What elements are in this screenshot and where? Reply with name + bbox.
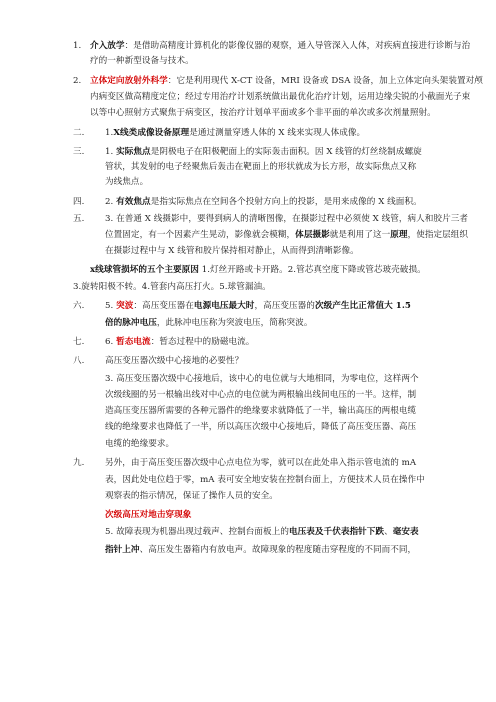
paragraph-line: 2. 有效焦点是指实际焦点在空间各个投射方向上的投影，是用来成像的 X 线面积。 [105,197,422,207]
section-number: 七. [73,337,85,347]
paragraph-line: 观察表的指示情况，保证了操作人员的安全。 [105,491,278,501]
paragraph-line: 内病变区做高精度定位；经过专用治疗计划系统做出最优化治疗计划，运用边缘尖锐的小截面光子束 [90,92,471,102]
term: 原理 [390,230,408,240]
section-number: 五. [73,214,85,224]
section-number: 九. [73,458,85,468]
term-red: 暂态电流 [116,337,151,347]
paragraph-line: 以等中心照射方式聚焦于病变区，按治疗计划单平面或多个非平面的单次或多次剂量照射。 [90,108,436,118]
section-number: 六. [73,301,85,311]
paragraph-line: 电缆的绝缘要求。 [105,439,175,449]
paragraph-line: 在摄影过程中与 X 线管和胶片保持相对静止，从而得到清晰影像。 [105,246,359,256]
paragraph-line: 1. 实际焦点是阴极电子在阳极靶面上的实际轰击面积。因 X 线管的灯丝绕制成螺旋 [105,147,422,157]
paragraph-line: 5. 故障表现为机器出现过载声、控制台面板上的电压表及千伏表指针下跌、毫安表 [105,527,419,537]
paragraph-line: 6. 暂态电流：暂态过程中的励磁电流。 [105,337,255,347]
paragraph-line: 另外，由于高压变压器次级中心点电位为零，就可以在此处串入指示管电流的 mA [105,458,417,468]
paragraph-line: 3. 高压变压器次级中心接地后，该中心的电位就与大地相同，为零电位，这样两个 [105,374,419,384]
section-number: 八. [73,356,85,366]
term: x线球管损坏的五个主要原因 [90,265,199,275]
paragraph-line: 疗的一种新型设备与技术。 [90,56,194,66]
term: 有效焦点 [116,197,151,207]
section-number: 三. [73,147,85,157]
paragraph-line: 3.旋转阳极不转。4.管套内高压打火。5.球管漏油。 [73,282,271,292]
item-number: 1. [73,41,82,51]
paragraph-line: 3. 在普通 X 线摄影中，要得到病人的清晰图像，在摄影过程中必须使 X 线管，病人和胶片三者 [105,214,469,224]
term: 介入放学 [90,41,125,51]
term: X线类成像设备原理 [113,128,190,138]
term: 实际焦点 [116,147,151,157]
paragraph-line: 管状，其发射的电子经聚焦后轰击在靶面上的形状就成为长方形，故实际焦点又称 [105,162,417,172]
section-number: 二. [73,128,85,138]
item-number: 2. [73,76,82,86]
paragraph-line: 介入放学：是借助高精度计算机化的影像仪器的观察，通入导管深入人体，对疾病直接进行诊断与治 [90,41,471,51]
paragraph-line: 指针上冲、高压发生器箱内有放电声。故障现象的程度随击穿程度的不同而不同， [105,545,417,555]
paragraph-line: 位置固定，有一个因素产生晃动，影像就会模糊，体层摄影就是利用了这一原理，使指定层组织 [105,230,469,240]
paragraph-line: 为线焦点。 [105,177,149,187]
paragraph-line: 线的绝缘要求也降低了一半，所以高压次级中心接地后，降低了高压变压器、高压 [105,422,417,432]
paragraph-line: 立体定向放射外科学：它是利用现代 X-CT 设备，MRI 设备或 DSA 设备，加上立体定向头架装置对颅 [90,76,483,86]
paragraph-line: 1.X线类成像设备原理是通过测量穿透人体的 X 线来实现人体成像。 [105,128,366,138]
paragraph-line: 次级线圈的另一根输出线对中心点的电位就为两根输出线间电压的一半。这样，制 [105,390,417,400]
paragraph-line: 高压变压器次级中心接地的必要性？ [105,356,244,366]
paragraph-line: 5. 突波：高压变压器在电源电压最大时，高压变压器的次级产生比正常值大 1.5 [105,301,411,311]
red-heading: 次级高压对地击穿现象 [105,510,192,520]
section-number: 四. [73,197,85,207]
term-red: 立体定向放射外科学 [90,76,168,86]
paragraph-line: x线球管损坏的五个主要原因 1.灯丝开路或卡开路。2.管芯真空度下降或管芯玻壳破损。 [90,265,426,275]
term: 体层摄影 [295,230,330,240]
paragraph-line: 造高压变压器所需要的各种元器件的绝缘要求就降低了一半，输出高压的两根电缆 [105,406,417,416]
term-red: 突波 [116,301,134,311]
paragraph-line: 表，因此处电位趋于零，mA 表可安全地安装在控制台面上，方便技术人员在操作中 [105,475,425,485]
paragraph-line: 倍的脉冲电压，此脉冲电压称为突波电压，简称突波。 [105,318,313,328]
